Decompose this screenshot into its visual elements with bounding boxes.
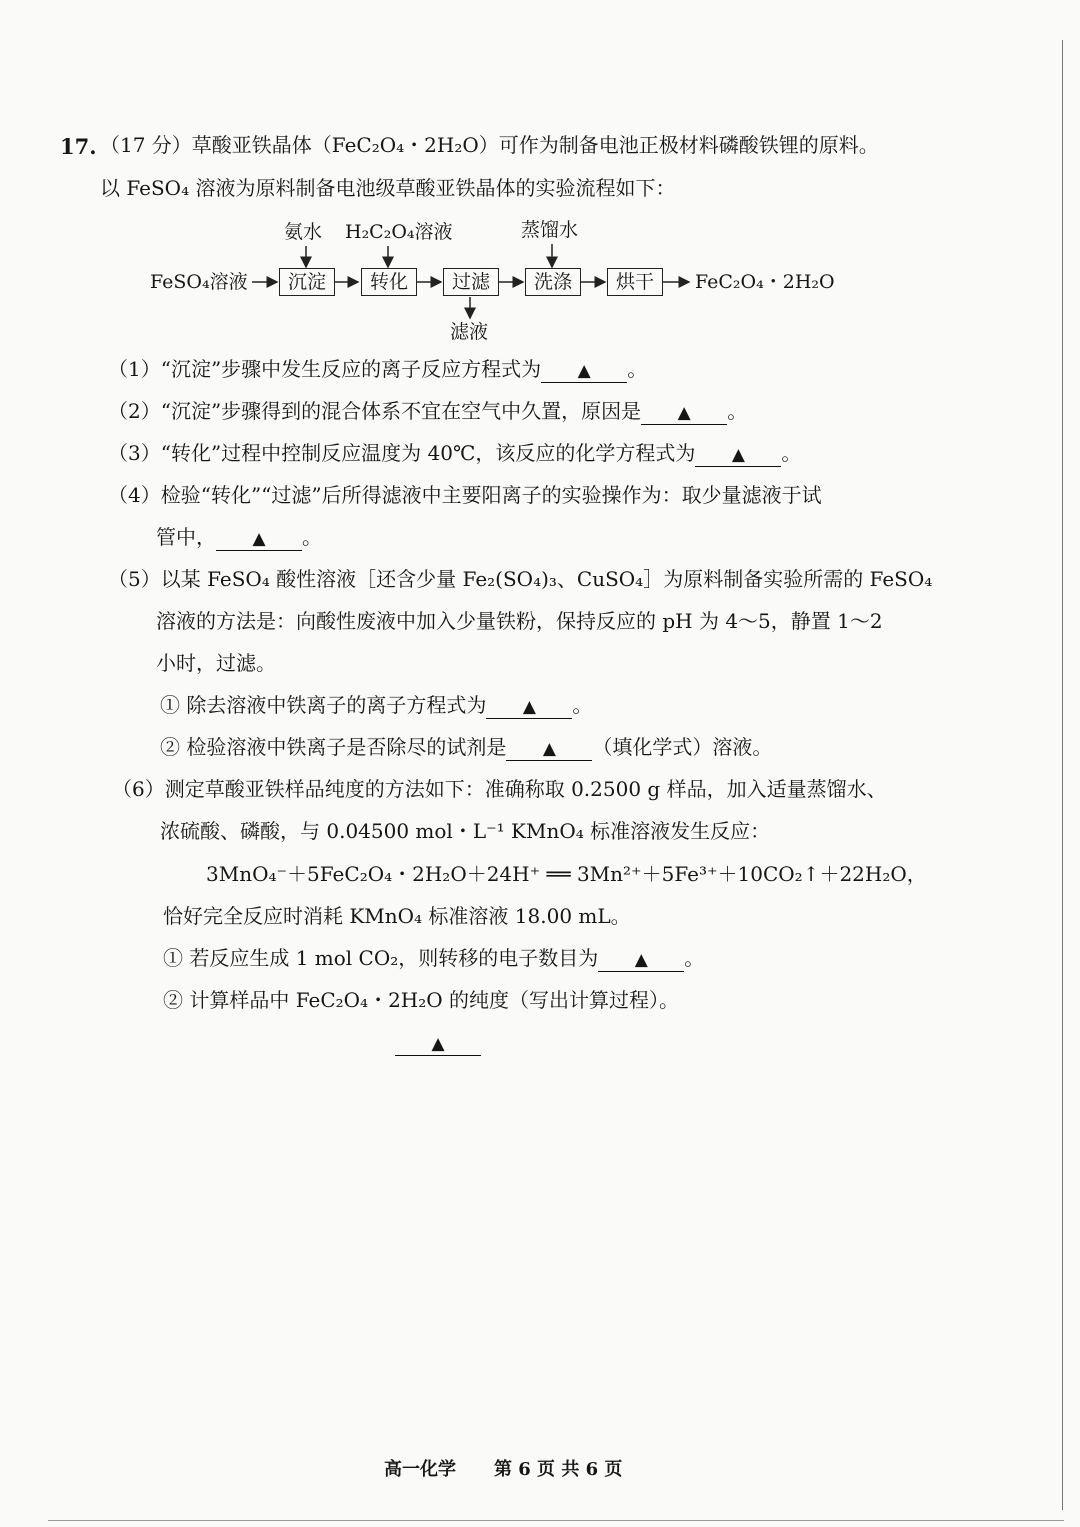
answer-blank-6-2[interactable] <box>395 1032 481 1056</box>
question-number: 17. <box>60 134 97 159</box>
answer-marker: ▲ <box>634 950 648 970</box>
footer-subject: 高一化学 <box>384 1459 456 1480</box>
answer-blank-2[interactable] <box>641 401 727 425</box>
answer-blank-3[interactable] <box>695 443 781 467</box>
answer-marker: ▲ <box>577 361 591 381</box>
answer-blank-6-2-wrapper <box>395 1030 481 1056</box>
subquestion-5-part-2 <box>160 735 772 761</box>
subquestion-6-line-2: 浓硫酸、磷酸，与 0.04500 mol・L⁻¹ KMnO₄ 标准溶液发生反应： <box>160 819 771 843</box>
flow-arrows <box>0 0 1080 360</box>
flow-step-wash: 洗涤 <box>525 268 581 296</box>
answer-marker: ▲ <box>677 403 691 423</box>
flow-step-precipitate: 沉淀 <box>279 268 335 296</box>
period: 。 <box>627 357 648 381</box>
answer-marker: ▲ <box>522 697 536 717</box>
subquestion-6-part-1 <box>163 946 704 972</box>
subquestion-4-line-1: （4）检验“转化”“过滤”后所得滤液中主要阳离子的实验操作为：取少量滤液于试 <box>108 483 822 507</box>
subquestion-3-text: （3）“转化”过程中控制反应温度为 40℃，该反应的化学方程式为 <box>108 441 696 465</box>
period: 。 <box>684 946 705 970</box>
subquestion-6-line-1: （6）测定草酸亚铁样品纯度的方法如下：准确称取 0.2500 g 样品，加入适量蒸馏水、 <box>112 777 887 801</box>
question-intro-line-1: （17 分）草酸亚铁晶体（FeC₂O₄・2H₂O）可作为制备电池正极材料磷酸铁锂的原料。 <box>100 133 879 157</box>
subquestion-2 <box>108 399 747 425</box>
answer-marker: ▲ <box>431 1034 445 1054</box>
subquestion-6-part-2: ② 计算样品中 FeC₂O₄・2H₂O 的纯度（写出计算过程）。 <box>163 988 680 1012</box>
subquestion-2-text: （2）“沉淀”步骤得到的混合体系不宜在空气中久置，原因是 <box>108 399 642 423</box>
answer-blank-4[interactable] <box>216 527 302 551</box>
answer-blank-5-2[interactable] <box>506 737 592 761</box>
subquestion-4-text: 管中， <box>156 525 216 549</box>
period: 。 <box>727 399 748 423</box>
subquestion-5-line-3: 小时，过滤。 <box>156 651 276 675</box>
subquestion-5-part-2-suffix: （填化学式）溶液。 <box>592 735 773 759</box>
answer-marker: ▲ <box>731 445 745 465</box>
subquestion-1 <box>108 357 647 383</box>
subquestion-3 <box>108 441 801 467</box>
subquestion-1-text: （1）“沉淀”步骤中发生反应的离子反应方程式为 <box>108 357 542 381</box>
flow-output-filtrate: 滤液 <box>450 321 489 343</box>
flow-input-oxalic-acid: H₂C₂O₄溶液 <box>345 221 453 243</box>
subquestion-4-line-2 <box>156 525 322 551</box>
answer-blank-1[interactable] <box>541 359 627 383</box>
subquestion-6-line-3: 恰好完全反应时消耗 KMnO₄ 标准溶液 18.00 mL。 <box>163 904 631 928</box>
period: 。 <box>572 693 593 717</box>
subquestion-5-line-2: 溶液的方法是：向酸性废液中加入少量铁粉，保持反应的 pH 为 4～5，静置 1～2 <box>156 609 883 633</box>
footer-page-number: 第 6 页 共 6 页 <box>494 1459 623 1480</box>
flow-product-label: FeC₂O₄・2H₂O <box>695 271 835 293</box>
subquestion-5-part-2-text: ② 检验溶液中铁离子是否除尽的试剂是 <box>160 735 507 759</box>
subquestion-5-part-1-text: ① 除去溶液中铁离子的离子方程式为 <box>160 693 487 717</box>
subquestion-6-part-1-text: ① 若反应生成 1 mol CO₂，则转移的电子数目为 <box>163 946 599 970</box>
subquestion-5-line-1: （5）以某 FeSO₄ 酸性溶液［还含少量 Fe₂(SO₄)₃、CuSO₄］为原料制备实验所需的 FeSO₄ <box>108 567 933 591</box>
flow-input-distilled-water: 蒸馏水 <box>521 219 579 241</box>
answer-marker: ▲ <box>252 529 266 549</box>
flow-step-filter: 过滤 <box>443 268 499 296</box>
flow-start-label: FeSO₄溶液 <box>150 271 248 293</box>
flow-step-dry: 烘干 <box>607 268 663 296</box>
reaction-equation: 3MnO₄⁻＋5FeC₂O₄・2H₂O＋24H⁺ ══ 3Mn²⁺＋5Fe³⁺＋10CO₂↑＋22H₂O， <box>206 862 927 886</box>
period: 。 <box>302 525 322 549</box>
period: 。 <box>781 441 802 465</box>
flow-step-transform: 转化 <box>361 268 417 296</box>
answer-marker: ▲ <box>542 739 556 759</box>
question-intro-line-2: 以 FeSO₄ 溶液为原料制备电池级草酸亚铁晶体的实验流程如下： <box>100 176 676 200</box>
flow-input-ammonia: 氨水 <box>284 221 323 243</box>
answer-blank-6-1[interactable] <box>598 948 684 972</box>
subquestion-5-part-1 <box>160 693 592 719</box>
answer-blank-5-1[interactable] <box>486 695 572 719</box>
page-edge-bottom <box>48 1520 1064 1521</box>
